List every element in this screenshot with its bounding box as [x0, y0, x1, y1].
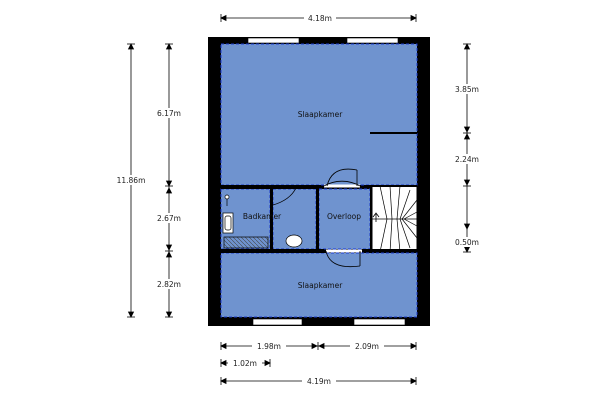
dim-bottom-w2: 2.09m	[354, 342, 380, 351]
dim-left-h1: 6.17m	[156, 109, 182, 118]
shower	[224, 237, 268, 248]
dim-bottom-w1: 1.98m	[256, 342, 282, 351]
dim-right-h3: 0.50m	[454, 238, 480, 247]
dim-total-height: 11.86m	[116, 176, 146, 185]
label-slaapkamer-bottom: Slaapkamer	[297, 281, 343, 290]
toilet	[286, 235, 302, 247]
label-overloop: Overloop	[326, 212, 362, 221]
dim-bottom-w3: 1.02m	[232, 359, 258, 368]
label-slaapkamer-top: Slaapkamer	[297, 110, 343, 119]
dim-bottom-total: 4.19m	[306, 377, 332, 386]
dim-right-h2: 2.24m	[454, 155, 480, 164]
shower-head	[225, 195, 229, 199]
dim-top-width: 4.18m	[307, 14, 333, 23]
dim-right-h1: 3.85m	[454, 85, 480, 94]
label-badkamer: Badkamer	[242, 212, 282, 221]
dim-left-h3: 2.82m	[156, 280, 182, 289]
dim-left-h2: 2.67m	[156, 214, 182, 223]
